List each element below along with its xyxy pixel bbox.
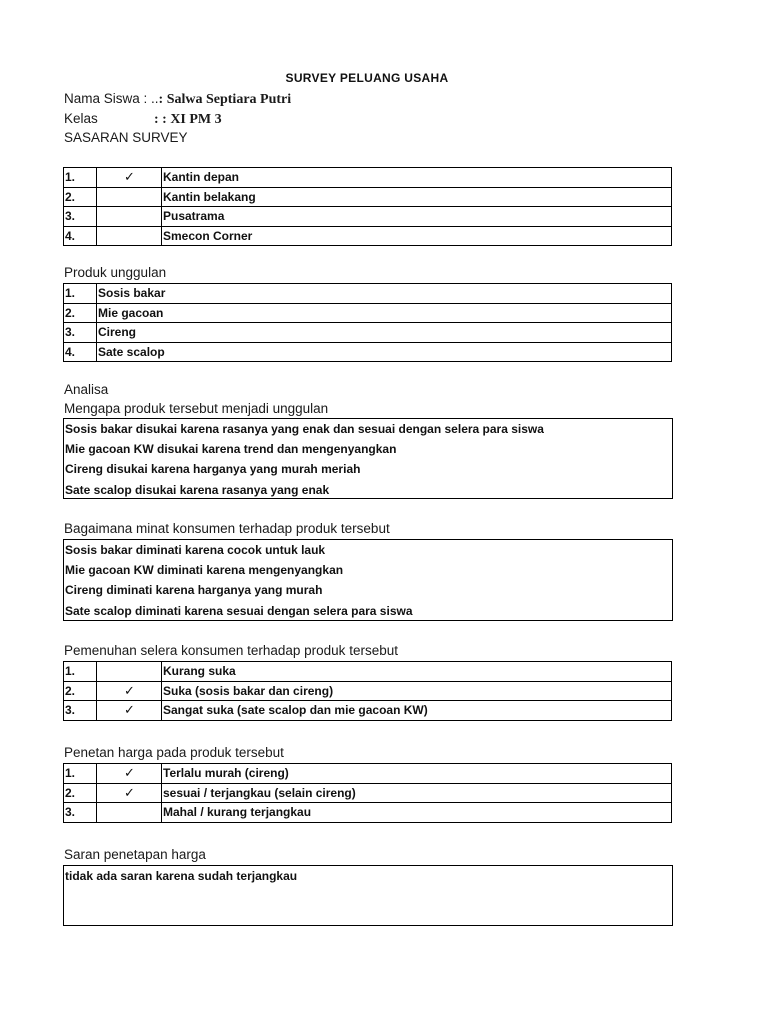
saran-question: Saran penetapan harga [64, 847, 206, 862]
table-row [64, 187, 672, 207]
row-text: Mie gacoan [97, 303, 672, 323]
row-text: sesuai / terjangkau (selain cireng) [162, 783, 672, 803]
table-row [64, 284, 672, 304]
row-text: Kantin depan [162, 168, 672, 188]
row-text: Mahal / kurang terjangkau [162, 803, 672, 823]
row-number: 3. [64, 701, 97, 721]
analisa-line: Sate scalop disukai karena rasanya yang enak [65, 482, 330, 497]
row-number: 2. [64, 303, 97, 323]
sasaran-table [63, 167, 672, 246]
row-text: Smecon Corner [162, 226, 672, 246]
minat-box [63, 539, 673, 621]
minat-line: Cireng diminati karena harganya yang murah [65, 583, 323, 598]
row-number: 2. [64, 783, 97, 803]
check-mark: ✓ [97, 681, 162, 701]
row-number: 4. [64, 342, 97, 362]
row-text: Cireng [97, 323, 672, 343]
analisa-line: Sosis bakar disukai karena rasanya yang enak dan sesuai dengan selera para siswa [65, 422, 544, 436]
row-text: Kurang suka [162, 662, 672, 682]
analisa-question: Mengapa produk tersebut menjadi unggulan [64, 401, 329, 416]
row-number: 3. [64, 323, 97, 343]
student-class-value: : : XI PM 3 [154, 112, 222, 127]
table-row [64, 701, 672, 721]
row-number: 2. [64, 681, 97, 701]
student-name-value: : Salwa Septiara Putri [158, 92, 292, 107]
row-text: Sate scalop [97, 342, 672, 362]
row-text: Pusatrama [162, 207, 672, 227]
table-row [64, 168, 672, 188]
check-mark: ✓ [97, 764, 162, 784]
selera-table [63, 661, 672, 721]
table-row [64, 662, 672, 682]
row-number: 3. [64, 207, 97, 227]
row-number: 1. [64, 662, 97, 682]
table-row [64, 226, 672, 246]
table-row [64, 342, 672, 362]
minat-line: Mie gacoan KW diminati karena mengenyangkan [65, 563, 344, 578]
analisa-box [63, 418, 673, 499]
sasaran-heading: SASARAN SURVEY [64, 130, 188, 145]
saran-text: tidak ada saran karena sudah terjangkau [65, 869, 298, 883]
table-row [64, 323, 672, 343]
harga-table [63, 763, 672, 823]
table-row [64, 783, 672, 803]
check-mark [97, 803, 162, 823]
student-name-row [64, 91, 291, 108]
harga-question: Penetan harga pada produk tersebut [64, 745, 284, 760]
row-text: Suka (sosis bakar dan cireng) [162, 681, 672, 701]
minat-line: Sosis bakar diminati karena cocok untuk lauk [65, 543, 326, 557]
check-mark [97, 226, 162, 246]
analisa-heading: Analisa [64, 382, 109, 397]
analisa-line: Cireng disukai karena harganya yang murah meriah [65, 462, 361, 477]
analisa-line: Mie gacoan KW disukai karena trend dan mengenyangkan [65, 442, 397, 457]
document-title: SURVEY PELUANG USAHA [285, 71, 449, 85]
produk-heading: Produk unggulan [64, 265, 167, 280]
table-row [64, 207, 672, 227]
row-text: Kantin belakang [162, 187, 672, 207]
minat-question: Bagaimana minat konsumen terhadap produk tersebut [64, 521, 390, 536]
produk-table [63, 283, 672, 362]
minat-line: Sate scalop diminati karena sesuai dengan selera para siswa [65, 603, 413, 618]
row-number: 4. [64, 226, 97, 246]
student-class-label: Kelas [64, 111, 98, 126]
student-class-row [64, 111, 222, 128]
table-row [64, 303, 672, 323]
check-mark: ✓ [97, 168, 162, 188]
student-name-label: Nama Siswa : .. [64, 91, 159, 106]
check-mark [97, 207, 162, 227]
table-row [64, 803, 672, 823]
row-text: Terlalu murah (cireng) [162, 764, 672, 784]
check-mark [97, 662, 162, 682]
table-row [64, 764, 672, 784]
check-mark [97, 187, 162, 207]
row-text: Sosis bakar [97, 284, 672, 304]
row-text: Sangat suka (sate scalop dan mie gacoan KW) [162, 701, 672, 721]
saran-box [63, 865, 673, 926]
selera-question: Pemenuhan selera konsumen terhadap produk tersebut [64, 643, 398, 658]
row-number: 1. [64, 168, 97, 188]
check-mark: ✓ [97, 701, 162, 721]
check-mark: ✓ [97, 783, 162, 803]
row-number: 3. [64, 803, 97, 823]
row-number: 2. [64, 187, 97, 207]
table-row [64, 681, 672, 701]
row-number: 1. [64, 284, 97, 304]
row-number: 1. [64, 764, 97, 784]
